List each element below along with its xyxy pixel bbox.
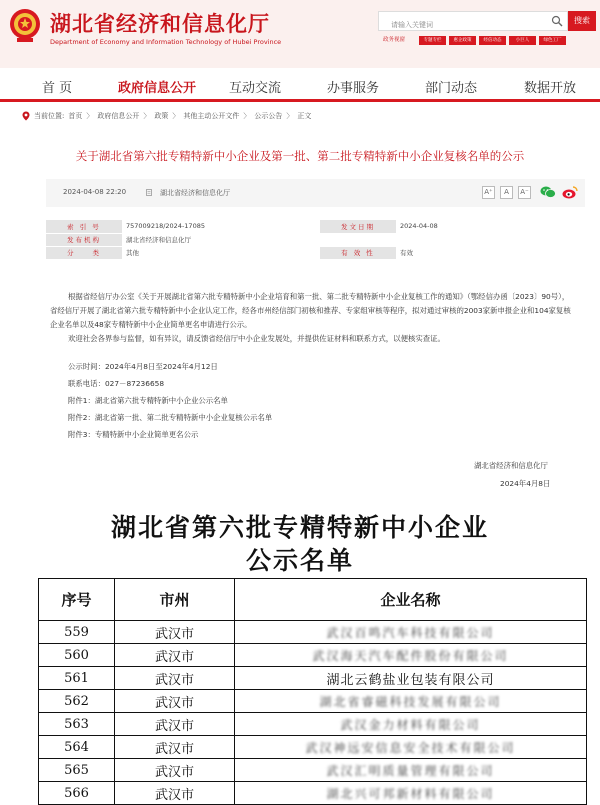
date-value: 2024-04-08: [396, 220, 585, 233]
date-label: 发文日期: [320, 220, 396, 233]
company-name-text: 武汉百鸣汽车科技有限公司: [326, 625, 495, 640]
row-number: 559: [39, 621, 115, 644]
contact-phone: 联系电话：027－87236658: [68, 379, 165, 388]
attachment-link-2[interactable]: 附件2：湖北省第一批、第二批专精特新中小企业复核公示名单: [68, 413, 273, 422]
site-title[interactable]: 湖北省经济和信息化厅: [50, 12, 270, 36]
breadcrumb: [22, 111, 311, 121]
search-box: [378, 11, 568, 31]
quick-link-policies[interactable]: 惠企政策: [449, 36, 476, 45]
signature-date: 2024年4月8日: [500, 479, 551, 488]
category-label: 分 类: [46, 246, 122, 259]
signature-org: 湖北省经济和信息化厅: [474, 461, 548, 470]
row-number: 562: [39, 690, 115, 713]
row-number: 566: [39, 782, 115, 805]
row-company-name: [235, 690, 587, 713]
article-source: 湖北省经济和信息化厅: [160, 189, 230, 197]
row-city: 武汉市: [115, 736, 235, 759]
info-table: [46, 220, 585, 260]
company-name-text: 武汉金力材料有限公司: [340, 717, 481, 732]
info-row: [46, 246, 585, 259]
table-row: [39, 621, 587, 644]
table-header-row: [39, 579, 587, 621]
table-row: [39, 736, 587, 759]
row-city: 武汉市: [115, 782, 235, 805]
company-name-text: 武汉汇明质量管理有限公司: [326, 763, 495, 778]
row-company-name: [235, 644, 587, 667]
breadcrumb-separator: 〉: [86, 112, 94, 120]
font-decrease-button[interactable]: A⁻: [518, 186, 531, 199]
row-city: 武汉市: [115, 667, 235, 690]
nav-interaction[interactable]: 互动交流: [229, 81, 282, 96]
quick-links: [383, 36, 566, 45]
site-header: [0, 0, 600, 68]
search-icon[interactable]: [551, 15, 563, 27]
breadcrumb-separator: 〉: [172, 112, 180, 120]
info-row: [46, 220, 585, 233]
table-row: [39, 644, 587, 667]
article-paragraph: 欢迎社会各界参与监督，如有异议，请反馈省经信厅中小企业发展处，并提供佐证材料和联系方式，以便核实查证。: [68, 334, 445, 343]
index-value: 757009218/2024-17085: [122, 220, 320, 233]
org-label: 发布机构: [46, 233, 122, 246]
row-city: 武汉市: [115, 621, 235, 644]
quick-link-giants[interactable]: 小巨人: [509, 36, 536, 45]
list-title-line2: 公示名单: [245, 546, 354, 575]
quick-link-green[interactable]: 绿色工厂: [539, 36, 566, 45]
quick-link-topics[interactable]: 专题专栏: [419, 36, 446, 45]
breadcrumb-separator: 〉: [286, 112, 294, 120]
row-number: 560: [39, 644, 115, 667]
article-body: [50, 290, 575, 346]
search-input[interactable]: [379, 16, 547, 34]
company-name-text: 武汉海天汽车配件股份有限公司: [312, 648, 509, 663]
info-row: [46, 233, 585, 246]
row-company-name: [235, 713, 587, 736]
index-label: 索 引 号: [46, 220, 122, 233]
company-name-text: 湖北省睿磁科技发展有限公司: [319, 694, 502, 709]
col-header-company: 企业名称: [235, 579, 587, 621]
company-name-text: 武汉神远安信息安全技术有限公司: [305, 740, 516, 755]
article-meta-bar: [46, 179, 585, 207]
company-list-body: [39, 621, 587, 805]
breadcrumb-gov-info[interactable]: 政府信息公开: [97, 112, 140, 120]
row-company-name: [235, 736, 587, 759]
search-button[interactable]: 搜索: [568, 11, 596, 31]
quick-link-news[interactable]: 经信动态: [479, 36, 506, 45]
attachment-link-1[interactable]: 附件1：湖北省第六批专精特新中小企业公示名单: [68, 396, 228, 405]
breadcrumb-notices[interactable]: 公示公告: [254, 112, 283, 120]
location-icon: [22, 111, 30, 121]
row-company-name: [235, 782, 587, 805]
nav-services[interactable]: 办事服务: [327, 81, 380, 96]
col-header-number: 序号: [39, 579, 115, 621]
breadcrumb-policy[interactable]: 政策: [154, 112, 169, 120]
quick-links-label: 政务视窗: [383, 37, 406, 43]
breadcrumb-home[interactable]: 首页: [68, 112, 83, 120]
breadcrumb-label: 当前位置:: [34, 112, 65, 120]
main-nav: [0, 68, 600, 102]
breadcrumb-separator: 〉: [243, 112, 251, 120]
row-number: 564: [39, 736, 115, 759]
national-emblem-icon: [8, 6, 42, 44]
nav-gov-info[interactable]: 政府信息公开: [118, 81, 197, 96]
breadcrumb-current: 正文: [297, 112, 312, 120]
company-name-text: 湖北兴可邦新材料有限公司: [326, 786, 495, 801]
row-city: 武汉市: [115, 759, 235, 782]
company-name-text: 湖北云鹤盐业包装有限公司: [326, 672, 495, 688]
article-title: 关于湖北省第六批专精特新中小企业及第一批、第二批专精特新中小企业复核名单的公示: [75, 149, 525, 163]
site-subtitle-en: Department of Economy and Information Technology of Hubei Province: [50, 38, 282, 46]
font-increase-button[interactable]: A⁺: [482, 186, 495, 199]
row-company-name: [235, 621, 587, 644]
table-row: [39, 690, 587, 713]
row-company-name: [235, 667, 587, 690]
row-city: 武汉市: [115, 644, 235, 667]
nav-dept-news[interactable]: 部门动态: [425, 81, 478, 96]
row-city: 武汉市: [115, 690, 235, 713]
row-number: 563: [39, 713, 115, 736]
nav-home[interactable]: 首 页: [42, 81, 73, 96]
breadcrumb-separator: 〉: [143, 112, 151, 120]
font-default-button[interactable]: A: [500, 186, 513, 199]
row-company-name: [235, 759, 587, 782]
col-header-city: 市州: [115, 579, 235, 621]
row-city: 武汉市: [115, 713, 235, 736]
company-list-table: [38, 578, 587, 805]
article-date: 2024-04-08 22:20: [63, 188, 127, 196]
list-title-line1: 湖北省第六批专精特新中小企业: [110, 513, 489, 542]
row-number: 565: [39, 759, 115, 782]
table-row: [39, 782, 587, 805]
org-value: 湖北省经济和信息化厅: [122, 233, 585, 246]
table-row: [39, 667, 587, 690]
table-row: [39, 759, 587, 782]
table-row: [39, 713, 587, 736]
row-number: 561: [39, 667, 115, 690]
validity-label: 有 效 性: [320, 246, 396, 259]
nav-open-data[interactable]: 数据开放: [524, 81, 577, 96]
wechat-share-icon[interactable]: [540, 185, 556, 199]
article-paragraph: 根据省经信厅办公室《关于开展湖北省第六批专精特新中小企业培育和第一批、第二批专精特新中小企业复核工作的通知》（鄂经信办函〔2023〕90号），省经信厅开展了湖北省第六批专精特新中小企业认定工作，经各市州经信部门初核和推荐、专家组审核等程序，拟对通过审核的2003家新申报企业和104家复核企业名单以及48家专精特新中小企业简单更名申请进行公示。: [50, 292, 571, 329]
attachment-link-3[interactable]: 附件3：专精特新中小企业简单更名公示: [68, 430, 199, 439]
category-value: 其他: [122, 246, 320, 259]
publicity-period: 公示时间：2024年4月8日至2024年4月12日: [68, 362, 218, 371]
validity-value: 有效: [396, 246, 585, 259]
breadcrumb-other-files[interactable]: 其他主动公开文件: [183, 112, 240, 120]
weibo-share-icon[interactable]: [562, 185, 578, 199]
source-icon: [146, 189, 152, 196]
